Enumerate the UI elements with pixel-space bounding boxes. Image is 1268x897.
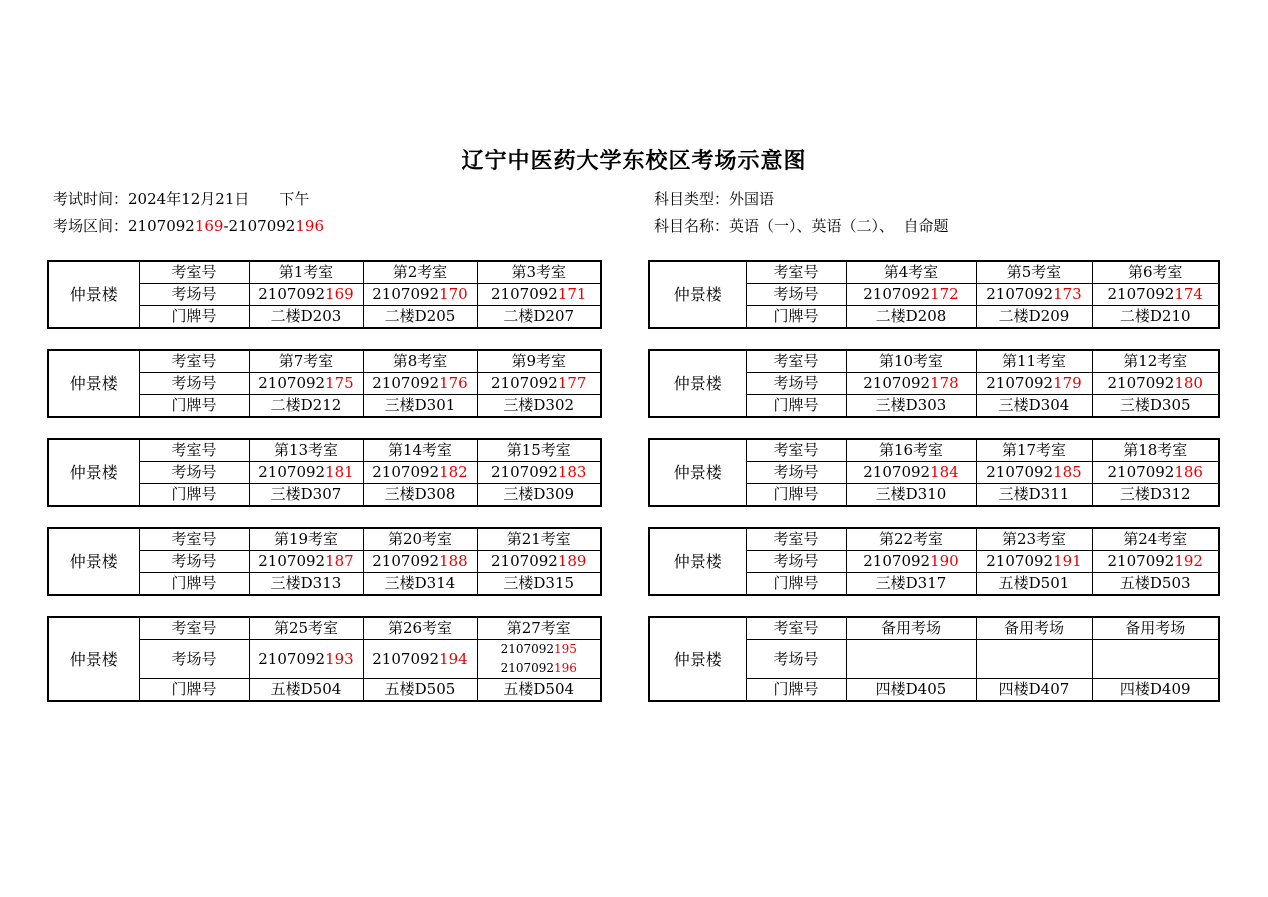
range-sep: - xyxy=(223,217,229,235)
room-number-cell: 第21考室 xyxy=(477,528,601,551)
site-prefix: 2107092 xyxy=(491,285,558,303)
site-prefix: 2107092 xyxy=(372,285,440,303)
door-number-cell: 三楼D312 xyxy=(1092,484,1219,507)
site-number-cell xyxy=(846,373,976,395)
door-number-cell: 三楼D315 xyxy=(477,573,601,596)
site-prefix: 2107092 xyxy=(491,374,558,392)
door-number-cell: 二楼D212 xyxy=(249,395,363,418)
exam-block-table xyxy=(47,438,602,507)
site-number-cell xyxy=(249,284,363,306)
room-number-cell: 第27考室 xyxy=(477,617,601,640)
site-prefix: 2107092 xyxy=(500,661,555,675)
room-number-label: 考室号 xyxy=(139,439,249,462)
site-number-cell xyxy=(846,284,976,306)
exam-block-table xyxy=(648,349,1220,418)
room-number-label: 考室号 xyxy=(746,350,846,373)
room-number-cell: 第2考室 xyxy=(363,261,477,284)
room-number-row xyxy=(649,261,1219,284)
door-number-cell: 三楼D317 xyxy=(846,573,976,596)
room-number-row xyxy=(649,617,1219,640)
room-number-cell: 第4考室 xyxy=(846,261,976,284)
site-number-label: 考场号 xyxy=(139,551,249,573)
door-number-cell: 五楼D503 xyxy=(1092,573,1219,596)
room-number-label: 考室号 xyxy=(746,528,846,551)
site-number-cell xyxy=(976,462,1092,484)
range-start-suffix: 169 xyxy=(194,217,224,235)
door-number-label: 门牌号 xyxy=(139,484,249,507)
door-number-cell: 三楼D304 xyxy=(976,395,1092,418)
exam-block-table xyxy=(47,349,602,418)
exam-block-table xyxy=(47,527,602,596)
room-number-cell: 第17考室 xyxy=(976,439,1092,462)
building-cell: 仲景楼 xyxy=(649,261,746,328)
site-suffix: 186 xyxy=(1174,463,1203,481)
room-number-row xyxy=(48,261,601,284)
room-number-cell: 第6考室 xyxy=(1092,261,1219,284)
room-number-cell: 第12考室 xyxy=(1092,350,1219,373)
site-suffix: 171 xyxy=(557,285,587,303)
room-number-row xyxy=(649,350,1219,373)
site-number-cell xyxy=(363,462,477,484)
site-number-cell xyxy=(477,284,601,306)
door-number-cell: 五楼D501 xyxy=(976,573,1092,596)
site-number-cell xyxy=(846,551,976,573)
door-number-cell: 三楼D307 xyxy=(249,484,363,507)
site-suffix: 172 xyxy=(930,285,959,303)
range-end-suffix: 196 xyxy=(295,217,324,235)
site-number-cell xyxy=(477,373,601,395)
door-number-label: 门牌号 xyxy=(139,306,249,329)
room-number-row xyxy=(48,617,601,640)
exam-time-label: 考试时间： xyxy=(53,190,129,208)
exam-block-table xyxy=(47,616,602,702)
page-title: 辽宁中医药大学东校区考场示意图 xyxy=(461,149,807,174)
door-number-cell: 二楼D209 xyxy=(976,306,1092,329)
subject-type-value: 外国语 xyxy=(729,190,775,208)
site-suffix: 175 xyxy=(325,374,354,392)
room-number-cell: 第14考室 xyxy=(363,439,477,462)
door-number-cell: 二楼D210 xyxy=(1092,306,1219,329)
building-cell: 仲景楼 xyxy=(649,350,746,417)
door-number-label: 门牌号 xyxy=(746,306,846,329)
site-number-cell xyxy=(477,462,601,484)
exam-block-table xyxy=(648,527,1220,596)
door-number-cell: 三楼D310 xyxy=(846,484,976,507)
door-number-cell: 三楼D313 xyxy=(249,573,363,596)
site-number-cell xyxy=(846,462,976,484)
site-number-cell xyxy=(1092,551,1219,573)
site-number-cell xyxy=(976,640,1092,679)
door-number-cell: 三楼D301 xyxy=(363,395,477,418)
room-number-cell: 第16考室 xyxy=(846,439,976,462)
site-prefix: 2107092 xyxy=(491,463,558,481)
site-prefix: 2107092 xyxy=(258,374,326,392)
subject-name xyxy=(654,215,949,236)
door-number-cell: 二楼D208 xyxy=(846,306,976,329)
door-number-cell: 三楼D305 xyxy=(1092,395,1219,418)
site-suffix: 194 xyxy=(439,649,468,668)
site-number-cell xyxy=(1092,284,1219,306)
site-number-label: 考场号 xyxy=(746,462,846,484)
site-prefix: 2107092 xyxy=(986,463,1054,481)
room-number-cell: 第9考室 xyxy=(477,350,601,373)
site-suffix: 187 xyxy=(325,552,354,570)
room-number-cell: 第20考室 xyxy=(363,528,477,551)
door-number-cell: 四楼D405 xyxy=(846,679,976,702)
site-suffix: 178 xyxy=(930,374,959,392)
room-number-cell: 备用考场 xyxy=(846,617,976,640)
room-number-cell: 第8考室 xyxy=(363,350,477,373)
room-number-label: 考室号 xyxy=(139,617,249,640)
site-number-label: 考场号 xyxy=(746,284,846,306)
site-suffix: 180 xyxy=(1174,374,1203,392)
door-number-cell: 五楼D505 xyxy=(363,679,477,702)
room-number-cell: 第10考室 xyxy=(846,350,976,373)
exam-time xyxy=(53,188,309,209)
building-cell: 仲景楼 xyxy=(649,617,746,701)
site-number-label: 考场号 xyxy=(139,462,249,484)
site-suffix: 173 xyxy=(1053,285,1082,303)
room-number-cell: 第18考室 xyxy=(1092,439,1219,462)
site-number-label: 考场号 xyxy=(746,551,846,573)
site-prefix: 2107092 xyxy=(1107,285,1175,303)
building-cell: 仲景楼 xyxy=(48,439,139,506)
site-prefix: 2107092 xyxy=(863,463,931,481)
building-cell: 仲景楼 xyxy=(48,528,139,595)
door-number-cell: 三楼D311 xyxy=(976,484,1092,507)
site-suffix: 184 xyxy=(930,463,959,481)
site-number-cell xyxy=(976,551,1092,573)
exam-time-value: 2024年12月21日 xyxy=(128,190,250,208)
subject-name-label: 科目名称： xyxy=(654,217,730,235)
site-number-cell xyxy=(976,284,1092,306)
door-number-cell: 四楼D407 xyxy=(976,679,1092,702)
site-prefix: 2107092 xyxy=(863,374,931,392)
site-number-cell xyxy=(363,373,477,395)
site-suffix: 196 xyxy=(554,661,577,675)
door-number-label: 门牌号 xyxy=(746,679,846,702)
site-number-cell xyxy=(846,640,976,679)
door-number-label: 门牌号 xyxy=(139,679,249,702)
door-number-cell: 三楼D302 xyxy=(477,395,601,418)
site-number-cell xyxy=(1092,373,1219,395)
site-number-cell xyxy=(363,640,477,679)
site-prefix: 2107092 xyxy=(491,552,558,570)
site-number-cell xyxy=(1092,640,1219,679)
door-number-cell: 三楼D303 xyxy=(846,395,976,418)
building-cell: 仲景楼 xyxy=(48,617,139,701)
exam-block-table xyxy=(648,616,1220,702)
room-number-cell: 备用考场 xyxy=(976,617,1092,640)
room-number-label: 考室号 xyxy=(139,350,249,373)
site-number-cell xyxy=(976,373,1092,395)
site-suffix: 177 xyxy=(557,374,587,392)
site-prefix: 2107092 xyxy=(1107,552,1175,570)
room-number-cell: 第23考室 xyxy=(976,528,1092,551)
site-suffix: 188 xyxy=(439,552,468,570)
range-end-prefix: 2107092 xyxy=(228,217,296,235)
site-number-cell xyxy=(477,551,601,573)
site-number-label: 考场号 xyxy=(139,284,249,306)
site-prefix: 2107092 xyxy=(986,374,1054,392)
site-suffix: 179 xyxy=(1053,374,1082,392)
door-number-label: 门牌号 xyxy=(746,484,846,507)
site-prefix: 2107092 xyxy=(863,552,931,570)
building-cell: 仲景楼 xyxy=(48,261,139,328)
site-prefix: 2107092 xyxy=(258,463,326,481)
exam-block-table xyxy=(648,260,1220,329)
door-number-cell: 三楼D308 xyxy=(363,484,477,507)
site-suffix: 181 xyxy=(325,463,354,481)
room-number-label: 考室号 xyxy=(746,617,846,640)
door-number-cell: 二楼D203 xyxy=(249,306,363,329)
door-number-label: 门牌号 xyxy=(139,573,249,596)
door-number-cell: 三楼D309 xyxy=(477,484,601,507)
room-number-row xyxy=(48,439,601,462)
site-number-cell xyxy=(249,640,363,679)
site-number-cell xyxy=(363,284,477,306)
exam-range xyxy=(53,215,324,236)
site-prefix: 2107092 xyxy=(258,552,326,570)
site-suffix: 170 xyxy=(439,285,468,303)
subject-type-label: 科目类型： xyxy=(654,190,730,208)
door-number-label: 门牌号 xyxy=(746,395,846,418)
site-prefix: 2107092 xyxy=(258,649,326,668)
site-prefix: 2107092 xyxy=(986,285,1054,303)
room-number-cell: 第24考室 xyxy=(1092,528,1219,551)
room-number-label: 考室号 xyxy=(139,261,249,284)
site-prefix: 2107092 xyxy=(258,285,326,303)
site-suffix: 191 xyxy=(1053,552,1082,570)
site-number-cell xyxy=(249,551,363,573)
door-number-cell: 五楼D504 xyxy=(477,679,601,702)
door-number-cell: 二楼D205 xyxy=(363,306,477,329)
building-cell: 仲景楼 xyxy=(48,350,139,417)
site-number-label: 考场号 xyxy=(139,373,249,395)
site-number-cell xyxy=(477,640,601,679)
site-number-cell xyxy=(249,373,363,395)
room-number-cell: 第3考室 xyxy=(477,261,601,284)
site-suffix: 183 xyxy=(557,463,587,481)
site-suffix: 192 xyxy=(1174,552,1203,570)
site-prefix: 2107092 xyxy=(986,552,1054,570)
building-cell: 仲景楼 xyxy=(649,439,746,506)
room-number-label: 考室号 xyxy=(746,261,846,284)
room-number-cell: 第5考室 xyxy=(976,261,1092,284)
site-suffix: 176 xyxy=(439,374,468,392)
site-suffix: 189 xyxy=(557,552,587,570)
building-cell: 仲景楼 xyxy=(649,528,746,595)
site-prefix: 2107092 xyxy=(1107,374,1175,392)
range-label: 考场区间： xyxy=(53,217,129,235)
room-number-cell: 第15考室 xyxy=(477,439,601,462)
subject-type xyxy=(654,188,774,209)
site-prefix: 2107092 xyxy=(500,642,555,656)
site-prefix: 2107092 xyxy=(372,552,440,570)
site-suffix: 195 xyxy=(554,642,577,656)
room-number-row xyxy=(649,528,1219,551)
range-start-prefix: 2107092 xyxy=(128,217,195,235)
site-number-cell xyxy=(363,551,477,573)
exam-block-table xyxy=(47,260,602,329)
site-number-cell xyxy=(1092,462,1219,484)
door-number-label: 门牌号 xyxy=(139,395,249,418)
room-number-cell: 第7考室 xyxy=(249,350,363,373)
subject-name-value: 英语（一）、英语（二）、 自命题 xyxy=(729,217,949,235)
room-number-label: 考室号 xyxy=(139,528,249,551)
room-number-cell: 第26考室 xyxy=(363,617,477,640)
room-number-cell: 第19考室 xyxy=(249,528,363,551)
room-number-label: 考室号 xyxy=(746,439,846,462)
room-number-row xyxy=(649,439,1219,462)
site-suffix: 169 xyxy=(325,285,354,303)
site-suffix: 190 xyxy=(930,552,959,570)
site-suffix: 193 xyxy=(325,649,354,668)
room-number-cell: 第22考室 xyxy=(846,528,976,551)
site-number-label: 考场号 xyxy=(139,640,249,679)
site-number-label: 考场号 xyxy=(746,373,846,395)
room-number-row xyxy=(48,528,601,551)
door-number-cell: 四楼D409 xyxy=(1092,679,1219,702)
door-number-cell: 五楼D504 xyxy=(249,679,363,702)
room-number-cell: 备用考场 xyxy=(1092,617,1219,640)
site-suffix: 174 xyxy=(1174,285,1203,303)
site-prefix: 2107092 xyxy=(372,649,440,668)
room-number-cell: 第25考室 xyxy=(249,617,363,640)
room-number-cell: 第1考室 xyxy=(249,261,363,284)
site-prefix: 2107092 xyxy=(372,374,440,392)
site-number-label: 考场号 xyxy=(746,640,846,679)
room-number-cell: 第13考室 xyxy=(249,439,363,462)
room-number-cell: 第11考室 xyxy=(976,350,1092,373)
exam-session: 下午 xyxy=(279,190,310,208)
site-prefix: 2107092 xyxy=(863,285,931,303)
door-number-cell: 三楼D314 xyxy=(363,573,477,596)
site-prefix: 2107092 xyxy=(372,463,440,481)
exam-block-table xyxy=(648,438,1220,507)
site-number-cell xyxy=(249,462,363,484)
door-number-label: 门牌号 xyxy=(746,573,846,596)
site-suffix: 185 xyxy=(1053,463,1082,481)
door-number-cell: 二楼D207 xyxy=(477,306,601,329)
site-prefix: 2107092 xyxy=(1107,463,1175,481)
site-suffix: 182 xyxy=(439,463,468,481)
room-number-row xyxy=(48,350,601,373)
